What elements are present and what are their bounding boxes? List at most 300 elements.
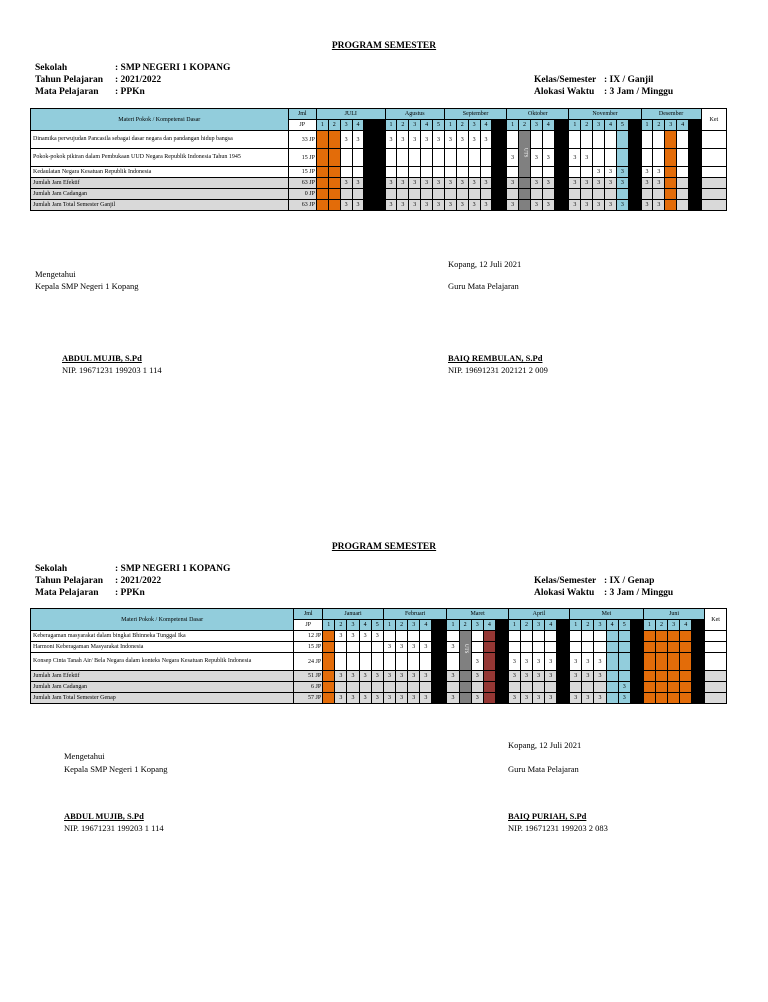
month-header: November xyxy=(569,109,641,120)
table-cell: 3 xyxy=(530,178,542,189)
table-cell: 3 xyxy=(397,131,409,149)
table-cell xyxy=(383,631,395,642)
table-cell xyxy=(408,653,420,671)
table-cell xyxy=(519,200,531,211)
table-cell xyxy=(432,693,447,704)
table-cell xyxy=(507,131,519,149)
table-cell: 3 xyxy=(570,653,582,671)
table-cell xyxy=(569,131,581,149)
place-date: Kopang, 12 Juli 2021 xyxy=(448,259,522,269)
table-cell: 4 xyxy=(542,120,554,131)
table-cell: 3 xyxy=(433,178,445,189)
table-cell xyxy=(483,653,495,671)
table-cell xyxy=(352,149,364,167)
table-cell: 51 JP xyxy=(294,671,323,682)
table-cell xyxy=(323,653,335,671)
table-cell xyxy=(508,682,520,693)
principal-name: ABDUL MUJIB, S.Pd xyxy=(64,811,144,821)
table-cell xyxy=(328,178,340,189)
table-cell xyxy=(328,189,340,200)
table-cell: 1 xyxy=(444,120,456,131)
table-cell xyxy=(328,131,340,149)
table-cell: 3 xyxy=(668,620,680,631)
table-cell: 3 xyxy=(530,149,542,167)
table-cell xyxy=(665,189,677,200)
table-row xyxy=(31,200,727,211)
table-cell: 3 xyxy=(582,671,594,682)
table-cell: 2 xyxy=(456,120,468,131)
table-cell xyxy=(323,693,335,704)
table-cell: 3 xyxy=(542,149,554,167)
table-cell xyxy=(507,189,519,200)
table-cell xyxy=(605,149,617,167)
table-cell: 3 xyxy=(507,178,519,189)
table-cell: 3 xyxy=(396,693,408,704)
table-row xyxy=(31,131,727,149)
mengetahui-label: Mengetahui xyxy=(64,751,105,761)
month-header: Agustus xyxy=(385,109,444,120)
month-header: Februari xyxy=(383,609,447,620)
table-cell: 3 xyxy=(641,167,653,178)
table-cell: 3 xyxy=(335,693,347,704)
table-cell xyxy=(530,189,542,200)
table-cell: 3 xyxy=(352,131,364,149)
table-cell: Jumlah Jam Efektif xyxy=(31,671,294,682)
table-cell: 3 xyxy=(507,149,519,167)
table-cell: 3 xyxy=(582,693,594,704)
table-cell xyxy=(385,167,397,178)
table-cell: 3 xyxy=(447,642,459,653)
table-cell xyxy=(483,631,495,642)
table-cell: UTS xyxy=(459,631,471,671)
table-cell xyxy=(677,178,689,189)
table-cell xyxy=(364,200,385,211)
table-cell xyxy=(456,189,468,200)
table-cell: 3 xyxy=(468,131,480,149)
table-cell xyxy=(444,167,456,178)
table-cell xyxy=(471,682,483,693)
table-cell: 63 JP xyxy=(288,200,316,211)
table-row xyxy=(31,167,727,178)
table-cell xyxy=(316,200,328,211)
table-cell: 3 xyxy=(371,631,383,642)
table-cell xyxy=(328,149,340,167)
table-row xyxy=(31,693,727,704)
table-cell xyxy=(432,642,447,653)
table-cell xyxy=(606,682,618,693)
table-cell xyxy=(495,693,508,704)
table-cell xyxy=(655,653,667,671)
teacher-name: BAIQ REMBULAN, S.Pd xyxy=(448,353,543,363)
table-cell xyxy=(520,642,532,653)
table-cell: 3 xyxy=(533,671,545,682)
table-cell: 3 xyxy=(335,671,347,682)
table-cell xyxy=(468,149,480,167)
table-cell xyxy=(340,189,352,200)
table-cell xyxy=(655,671,667,682)
table-cell: 1 xyxy=(643,620,655,631)
table-cell xyxy=(582,682,594,693)
table-cell xyxy=(554,178,569,189)
table-cell xyxy=(680,693,692,704)
table-cell xyxy=(459,671,471,682)
table-cell: 1 xyxy=(508,620,520,631)
table-cell xyxy=(677,167,689,178)
principal-title: Kepala SMP Negeri 1 Kopang xyxy=(64,764,168,774)
table-cell xyxy=(408,682,420,693)
table-cell xyxy=(359,682,371,693)
table-cell xyxy=(668,693,680,704)
table-cell: 3 xyxy=(569,200,581,211)
table-cell xyxy=(432,620,447,631)
table-cell: 3 xyxy=(593,200,605,211)
table-cell: 3 xyxy=(409,131,421,149)
month-header: April xyxy=(508,609,569,620)
table-cell xyxy=(364,120,385,131)
table-cell: 3 xyxy=(480,200,492,211)
table-cell xyxy=(483,682,495,693)
table-cell xyxy=(569,189,581,200)
table-cell xyxy=(628,149,641,167)
table-cell xyxy=(701,167,726,178)
table-cell xyxy=(495,631,508,642)
table-cell xyxy=(456,149,468,167)
table-cell xyxy=(618,653,630,671)
table-cell xyxy=(701,189,726,200)
table-cell xyxy=(316,149,328,167)
year-row: Tahun Pelajaran : 2021/2022 xyxy=(35,576,162,586)
table-cell xyxy=(570,682,582,693)
table-cell xyxy=(340,167,352,178)
table-cell: 3 xyxy=(545,693,557,704)
table-cell xyxy=(542,189,554,200)
table-cell: 3 xyxy=(605,178,617,189)
table-cell xyxy=(581,131,593,149)
table-cell: Keberagaman masyarakat dalam bingkai Bhinneka Tunggal Ika xyxy=(31,631,294,642)
table-row xyxy=(31,682,727,693)
table-cell: 3 xyxy=(421,200,433,211)
table-cell xyxy=(409,149,421,167)
table-cell: 3 xyxy=(530,120,542,131)
table-row xyxy=(31,178,727,189)
table-cell: 2 xyxy=(519,120,531,131)
table-cell: 3 xyxy=(618,693,630,704)
table-cell xyxy=(677,200,689,211)
table-cell: 3 xyxy=(444,131,456,149)
table-cell xyxy=(432,682,447,693)
table-cell xyxy=(316,189,328,200)
table-cell: 2 xyxy=(328,120,340,131)
table-cell xyxy=(396,631,408,642)
table-cell xyxy=(689,189,702,200)
table-cell xyxy=(554,167,569,178)
table-cell xyxy=(371,642,383,653)
table-cell xyxy=(641,131,653,149)
month-header: Oktober xyxy=(507,109,569,120)
table-cell xyxy=(705,642,727,653)
table-cell xyxy=(668,631,680,642)
table-cell xyxy=(616,189,628,200)
table-cell xyxy=(643,631,655,642)
table-cell: 3 xyxy=(616,200,628,211)
table-cell xyxy=(316,178,328,189)
table-cell xyxy=(335,642,347,653)
table-cell: 3 xyxy=(653,178,665,189)
table-cell: 3 xyxy=(340,131,352,149)
table-cell xyxy=(397,167,409,178)
table-cell: 1 xyxy=(507,120,519,131)
table-cell xyxy=(665,131,677,149)
table-cell xyxy=(582,631,594,642)
table-cell: 3 xyxy=(397,200,409,211)
table-cell xyxy=(421,167,433,178)
table-cell: 63 JP xyxy=(288,178,316,189)
table-cell xyxy=(628,120,641,131)
table-cell xyxy=(495,620,508,631)
table-cell xyxy=(692,693,705,704)
table-cell xyxy=(335,653,347,671)
table-cell xyxy=(385,149,397,167)
semester-table xyxy=(30,608,727,704)
table-cell: 3 xyxy=(383,671,395,682)
table-row xyxy=(31,671,727,682)
table-cell xyxy=(594,642,606,653)
month-header: JULI xyxy=(316,109,385,120)
table-cell xyxy=(701,178,726,189)
table-cell xyxy=(495,671,508,682)
table-cell xyxy=(692,642,705,653)
table-cell: 3 xyxy=(605,200,617,211)
table-cell xyxy=(630,631,643,642)
table-cell: 1 xyxy=(383,620,395,631)
table-cell: 4 xyxy=(606,620,618,631)
table-cell: 3 xyxy=(508,693,520,704)
table-cell xyxy=(701,131,726,149)
table-cell: 3 xyxy=(359,631,371,642)
table-cell xyxy=(397,149,409,167)
table-cell xyxy=(396,653,408,671)
table-cell: 3 xyxy=(347,620,359,631)
teacher-title: Guru Mata Pelajaran xyxy=(508,764,579,774)
table-cell: 3 xyxy=(371,693,383,704)
table-cell: 0 JP xyxy=(288,189,316,200)
table-cell: 3 xyxy=(444,178,456,189)
table-cell xyxy=(508,642,520,653)
table-cell: 3 xyxy=(594,620,606,631)
table-cell xyxy=(471,642,483,653)
table-cell xyxy=(492,178,507,189)
subject-row: Mata Pelajaran : PPKn xyxy=(35,588,145,598)
table-row xyxy=(31,653,727,671)
table-cell: 4 xyxy=(680,620,692,631)
table-cell: 3 xyxy=(347,671,359,682)
table-cell: 3 xyxy=(456,131,468,149)
table-cell xyxy=(542,167,554,178)
table-cell xyxy=(364,189,385,200)
table-cell: 1 xyxy=(569,120,581,131)
table-cell: 3 xyxy=(480,178,492,189)
table-cell xyxy=(492,149,507,167)
table-cell xyxy=(542,131,554,149)
table-cell xyxy=(557,653,570,671)
teacher-nip: NIP. 19671231 199203 2 083 xyxy=(508,823,608,833)
table-cell xyxy=(570,631,582,642)
table-cell: 3 xyxy=(396,642,408,653)
jp-header: JP xyxy=(294,620,323,631)
table-cell xyxy=(364,178,385,189)
table-cell: 3 xyxy=(347,693,359,704)
table-cell xyxy=(397,189,409,200)
table-cell xyxy=(668,653,680,671)
table-cell xyxy=(606,693,618,704)
table-cell xyxy=(316,131,328,149)
table-cell xyxy=(483,642,495,653)
table-cell: 2 xyxy=(520,620,532,631)
table-cell xyxy=(554,120,569,131)
table-cell xyxy=(347,642,359,653)
jml-header: Jml xyxy=(294,609,323,620)
table-cell: 3 xyxy=(616,178,628,189)
table-cell xyxy=(359,642,371,653)
table-cell xyxy=(653,189,665,200)
table-cell xyxy=(593,189,605,200)
table-cell xyxy=(508,631,520,642)
table-cell: Konsep Cinta Tanah Air/ Bela Negara dalam konteks Negara Kesatuan Republik Indonesia xyxy=(31,653,294,671)
table-cell: UTS xyxy=(519,131,531,178)
table-cell: 3 xyxy=(618,682,630,693)
table-cell xyxy=(689,120,702,131)
table-cell xyxy=(520,682,532,693)
table-cell xyxy=(533,631,545,642)
table-cell xyxy=(459,693,471,704)
table-cell: 3 xyxy=(359,671,371,682)
table-cell: 3 xyxy=(594,671,606,682)
materi-header: Materi Pokok / Kompetensi Dasar xyxy=(31,109,289,131)
month-header: Maret xyxy=(447,609,508,620)
table-cell xyxy=(371,653,383,671)
table-cell: 3 xyxy=(570,671,582,682)
table-cell xyxy=(606,653,618,671)
table-cell: 3 xyxy=(630,693,643,704)
table-cell xyxy=(347,653,359,671)
table-cell xyxy=(653,131,665,149)
table-cell: 2 xyxy=(397,120,409,131)
table-cell xyxy=(323,642,335,653)
table-cell: 3 xyxy=(471,693,483,704)
table-cell xyxy=(557,671,570,682)
table-cell xyxy=(582,642,594,653)
table-cell: 12 JP xyxy=(294,631,323,642)
table-cell: 57 JP xyxy=(294,693,323,704)
table-cell xyxy=(668,642,680,653)
table-cell xyxy=(641,189,653,200)
table-cell: 3 xyxy=(641,200,653,211)
table-cell: 6 JP xyxy=(294,682,323,693)
table-cell xyxy=(630,653,643,671)
table-cell: 3 xyxy=(340,200,352,211)
table-cell xyxy=(364,131,385,149)
table-cell xyxy=(520,631,532,642)
table-cell xyxy=(628,200,641,211)
class-row: Kelas/Semester : IX / Ganjil xyxy=(534,75,654,85)
table-cell xyxy=(677,131,689,149)
table-cell xyxy=(483,693,495,704)
table-cell xyxy=(340,149,352,167)
table-cell: 3 xyxy=(520,693,532,704)
table-cell xyxy=(492,200,507,211)
table-cell xyxy=(530,167,542,178)
table-cell: 2 xyxy=(582,620,594,631)
teacher-name: BAIQ PURIAH, S.Pd xyxy=(508,811,587,821)
jml-header: Jml xyxy=(288,109,316,120)
table-cell xyxy=(606,642,618,653)
table-cell xyxy=(668,671,680,682)
table-cell: 5 xyxy=(616,120,628,131)
table-cell xyxy=(643,671,655,682)
table-cell xyxy=(420,653,432,671)
table-cell xyxy=(705,682,727,693)
table-cell xyxy=(545,642,557,653)
table-cell xyxy=(492,167,507,178)
table-cell xyxy=(519,178,531,189)
table-cell: Jumlah Jam Total Semester Genap xyxy=(31,693,294,704)
principal-name: ABDUL MUJIB, S.Pd xyxy=(62,353,142,363)
table-cell xyxy=(364,149,385,167)
table-cell xyxy=(323,682,335,693)
table-cell: 4 xyxy=(605,120,617,131)
table-cell xyxy=(557,693,570,704)
table-cell xyxy=(420,682,432,693)
table-cell xyxy=(701,149,726,167)
month-header: Mei xyxy=(570,609,644,620)
table-cell xyxy=(677,189,689,200)
school-row: Sekolah : SMP NEGERI 1 KOPANG xyxy=(35,564,231,574)
table-row xyxy=(31,631,727,642)
table-cell: 3 xyxy=(397,178,409,189)
table-cell: 5 xyxy=(618,620,630,631)
table-cell: Kedaulatan Negara Kesatuan Republik Indonesia xyxy=(31,167,289,178)
table-cell xyxy=(628,189,641,200)
table-cell xyxy=(420,631,432,642)
table-cell xyxy=(444,189,456,200)
table-cell: 1 xyxy=(641,120,653,131)
table-cell xyxy=(692,620,705,631)
table-cell xyxy=(705,653,727,671)
table-cell: 3 xyxy=(408,620,420,631)
table-cell xyxy=(432,671,447,682)
table-cell xyxy=(628,178,641,189)
table-cell: 3 xyxy=(352,178,364,189)
table-cell: 1 xyxy=(570,620,582,631)
school-row: Sekolah : SMP NEGERI 1 KOPANG xyxy=(35,63,231,73)
table-cell xyxy=(396,682,408,693)
table-cell: 5 xyxy=(433,120,445,131)
table-cell xyxy=(421,189,433,200)
table-cell xyxy=(705,671,727,682)
table-cell xyxy=(593,131,605,149)
table-cell: 3 xyxy=(581,178,593,189)
table-cell: 3 xyxy=(581,200,593,211)
table-cell xyxy=(680,671,692,682)
table-cell xyxy=(616,149,628,167)
table-cell: 3 xyxy=(533,653,545,671)
table-cell: 3 xyxy=(570,693,582,704)
table-cell: 2 xyxy=(653,120,665,131)
table-cell: 1 xyxy=(385,120,397,131)
table-cell xyxy=(471,631,483,642)
table-cell: 3 xyxy=(447,671,459,682)
table-cell xyxy=(570,642,582,653)
